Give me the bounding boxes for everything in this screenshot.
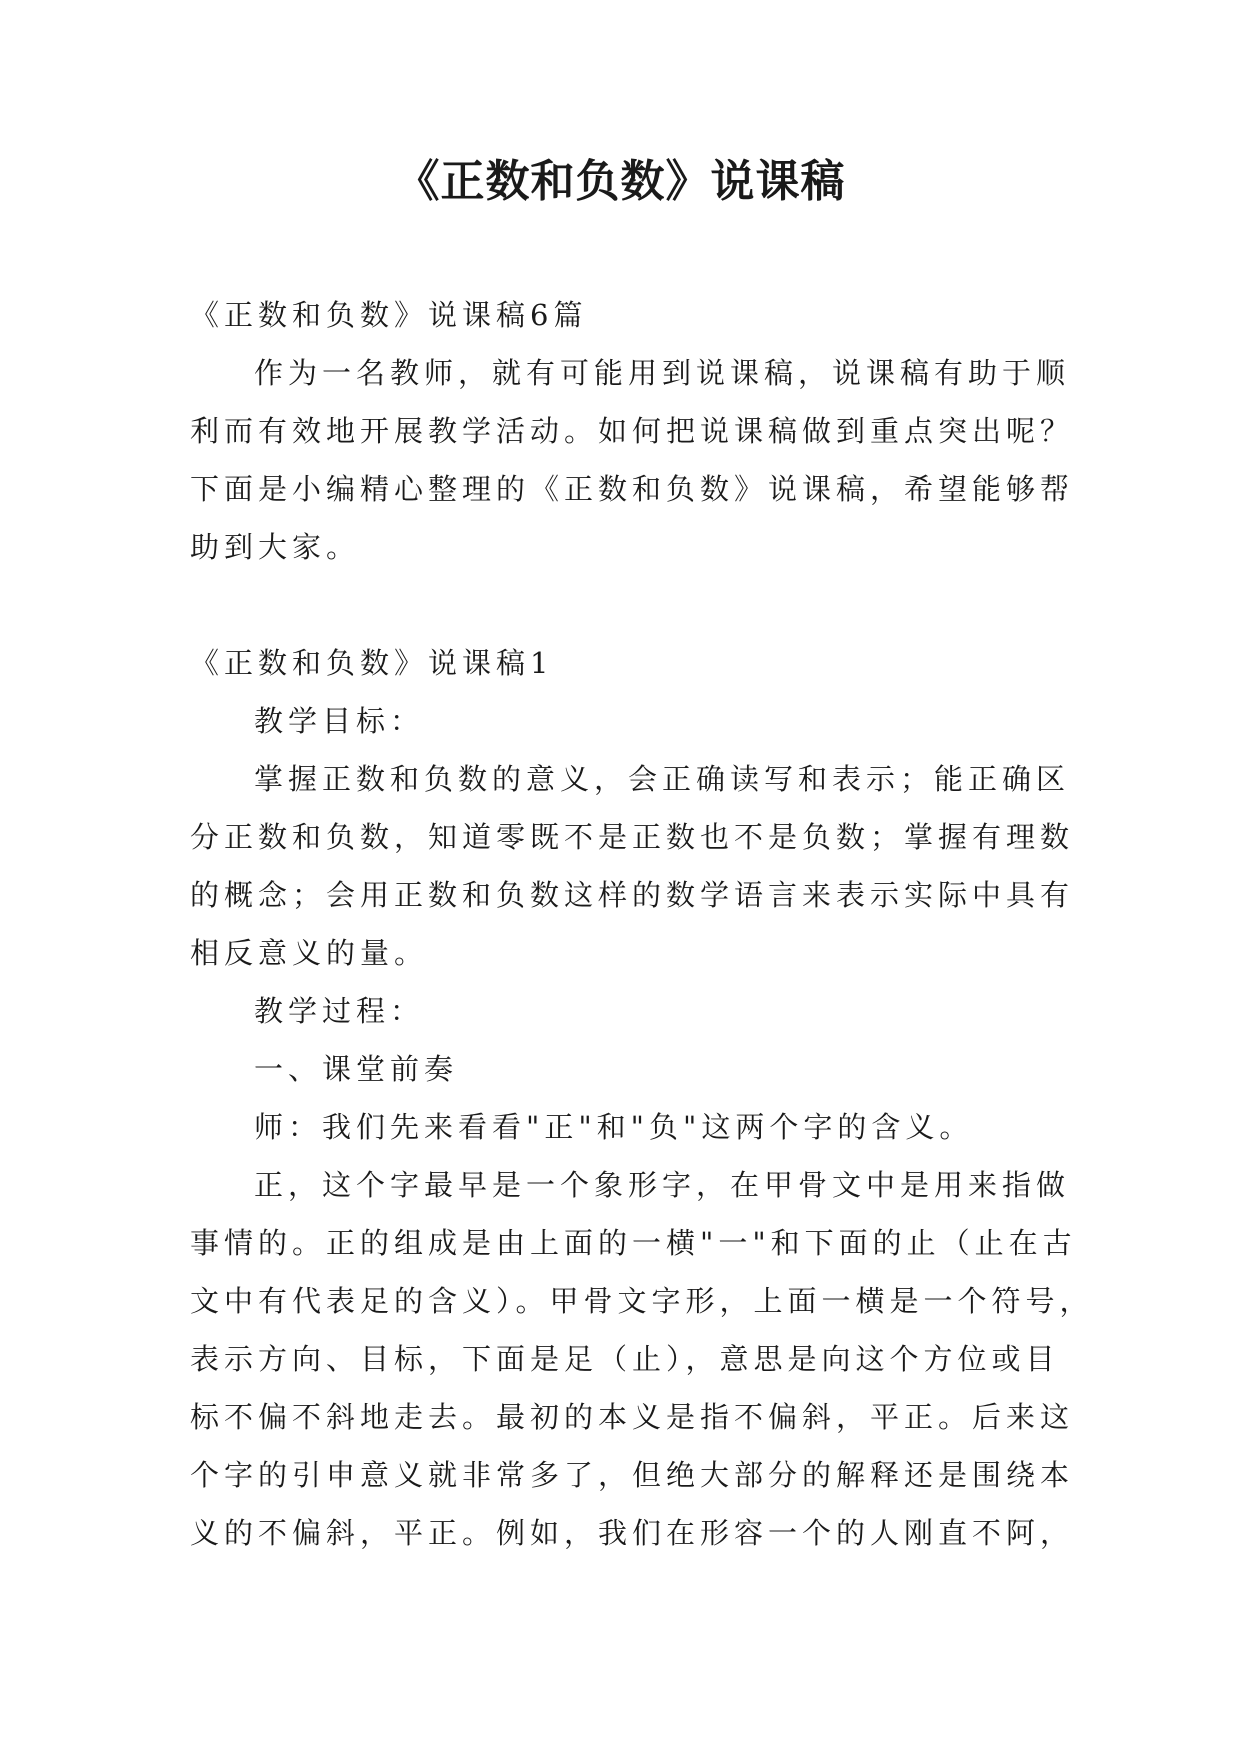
explanation-paragraph-line: 事情的。正的组成是由上面的一横"一"和下面的止（止在古 <box>190 1226 1077 1260</box>
intro-paragraph-line: 下面是小编精心整理的《正数和负数》说课稿，希望能够帮 <box>190 472 1075 506</box>
teacher-line: 师：我们先来看看"正"和"负"这两个字的含义。 <box>254 1110 974 1144</box>
goals-paragraph-line: 掌握正数和负数的意义，会正确读写和表示；能正确区 <box>254 762 1071 796</box>
document-body <box>190 286 1094 1562</box>
section-heading: 《正数和负数》说课稿1 <box>190 646 554 680</box>
goals-paragraph-line: 的概念；会用正数和负数这样的数学语言来表示实际中具有 <box>190 878 1075 912</box>
teaching-goals-heading: 教学目标： <box>254 704 425 738</box>
part-one-heading: 一、课堂前奏 <box>254 1052 459 1086</box>
goals-paragraph-line: 相反意义的量。 <box>190 936 429 970</box>
goals-paragraph-line: 分正数和负数，知道零既不是正数也不是负数；掌握有理数 <box>190 820 1075 854</box>
explanation-paragraph-line: 标不偏不斜地走去。最初的本义是指不偏斜，平正。后来这 <box>190 1400 1075 1434</box>
document-title: 《正数和负数》说课稿 <box>395 156 846 207</box>
intro-paragraph-line: 作为一名教师，就有可能用到说课稿，说课稿有助于顺 <box>254 356 1071 390</box>
intro-paragraph-line: 助到大家。 <box>190 530 361 564</box>
blank-line <box>190 576 1050 634</box>
explanation-paragraph-line: 义的不偏斜，平正。例如，我们在形容一个的人刚直不阿， <box>190 1516 1075 1550</box>
intro-paragraph-line: 利而有效地开展教学活动。如何把说课稿做到重点突出呢？ <box>190 414 1075 448</box>
subtitle-line: 《正数和负数》说课稿6篇 <box>190 298 588 332</box>
explanation-paragraph-line: 个字的引申意义就非常多了，但绝大部分的解释还是围绕本 <box>190 1458 1075 1492</box>
explanation-paragraph-line: 表示方向、目标，下面是足（止），意思是向这个方位或目 <box>190 1342 1060 1376</box>
explanation-paragraph-line: 文中有代表足的含义）。甲骨文字形，上面一横是一个符号， <box>190 1284 1094 1318</box>
explanation-paragraph-line: 正，这个字最早是一个象形字，在甲骨文中是用来指做 <box>254 1168 1071 1202</box>
teaching-process-heading: 教学过程： <box>254 994 425 1028</box>
